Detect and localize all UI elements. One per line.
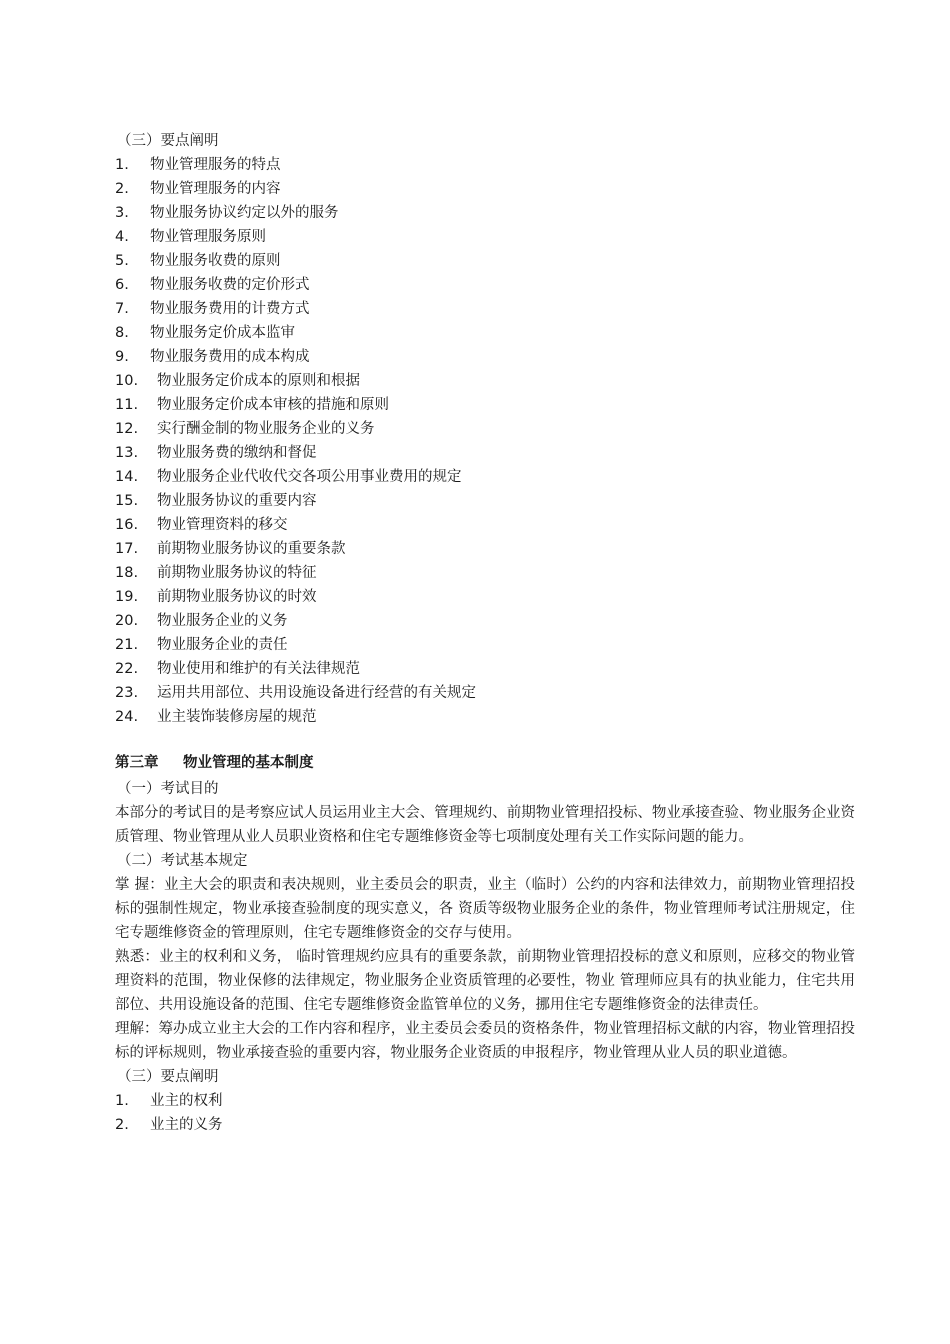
- list-item-text: 物业管理资料的移交: [157, 517, 288, 533]
- list-item: [115, 369, 855, 393]
- list-item-text: 物业服务企业代收代交各项公用事业费用的规定: [157, 469, 462, 485]
- list-item-number: 20.: [115, 613, 139, 629]
- list-item-number: 3.: [115, 205, 129, 221]
- list-item-number: 1.: [115, 157, 129, 173]
- list-item-number: 4.: [115, 229, 129, 245]
- list-item: [115, 537, 855, 561]
- chapter-number: 第三章: [115, 755, 159, 771]
- list-item-number: 23.: [115, 685, 139, 701]
- list-item-text: 业主的权利: [150, 1093, 223, 1109]
- list-item-text: 物业管理服务原则: [150, 229, 266, 245]
- exam-purpose-heading: （一）考试目的: [117, 781, 219, 797]
- list-item: [115, 489, 855, 513]
- list-item-text: 物业管理服务的内容: [150, 181, 281, 197]
- list-item-text: 前期物业服务协议的时效: [157, 589, 317, 605]
- list-item-text: 业主装饰装修房屋的规范: [157, 709, 317, 725]
- list-item-number: 13.: [115, 445, 139, 461]
- list-item-number: 15.: [115, 493, 139, 509]
- familiar-requirements: 熟悉：业主的权利和义务， 临时管理规约应具有的重要条款，前期物业管理招投标的意义和原则，应移交的物业管理资料的范围，物业保修的法律规定，物业服务企业资质管理的必要性，物业 管理师应具有的执业能力，住宅共用部位、共用设施设备的范围、住宅专题维修资金监管单位的义务，挪用住宅专题维修资金的法律责任。: [115, 949, 855, 1013]
- list-item: [115, 201, 855, 225]
- list-item: [115, 345, 855, 369]
- list-item-number: 12.: [115, 421, 139, 437]
- list-item: [115, 1089, 855, 1113]
- list-item-text: 物业服务收费的原则: [150, 253, 281, 269]
- list-item: [115, 273, 855, 297]
- list-item: [115, 225, 855, 249]
- list-item-text: 前期物业服务协议的特征: [157, 565, 317, 581]
- list-item: [115, 249, 855, 273]
- list-item: [115, 177, 855, 201]
- list-item-number: 21.: [115, 637, 139, 653]
- list-item-number: 16.: [115, 517, 139, 533]
- list-item-text: 物业服务定价成本审核的措施和原则: [157, 397, 389, 413]
- key-points-heading: （三）要点阐明: [117, 1069, 219, 1085]
- list-item-text: 物业服务定价成本监审: [150, 325, 295, 341]
- list-item: [115, 1113, 855, 1137]
- list-item: [115, 561, 855, 585]
- list-item: [115, 609, 855, 633]
- list-item-number: 2.: [115, 181, 129, 197]
- list-item: [115, 297, 855, 321]
- list-item: [115, 657, 855, 681]
- list-item: [115, 321, 855, 345]
- list-item-number: 5.: [115, 253, 129, 269]
- list-item: [115, 153, 855, 177]
- list-item-number: 8.: [115, 325, 129, 341]
- chapter-title: 物业管理的基本制度: [183, 755, 314, 771]
- list-item-text: 物业服务协议约定以外的服务: [150, 205, 339, 221]
- list-item-number: 7.: [115, 301, 129, 317]
- list-item-text: 业主的义务: [150, 1117, 223, 1133]
- key-points-list: [115, 153, 855, 729]
- list-item-text: 前期物业服务协议的重要条款: [157, 541, 346, 557]
- chapter3-key-points-list: [115, 1089, 855, 1137]
- list-item-text: 实行酬金制的物业服务企业的义务: [157, 421, 375, 437]
- list-item-text: 物业管理服务的特点: [150, 157, 281, 173]
- list-item: [115, 585, 855, 609]
- list-item-text: 物业服务费用的成本构成: [150, 349, 310, 365]
- list-item-number: 10.: [115, 373, 139, 389]
- list-item-text: 物业服务定价成本的原则和根据: [157, 373, 360, 389]
- list-item-number: 6.: [115, 277, 129, 293]
- list-item: [115, 441, 855, 465]
- list-item-number: 18.: [115, 565, 139, 581]
- list-item-number: 19.: [115, 589, 139, 605]
- understand-requirements: 理解：筹办成立业主大会的工作内容和程序，业主委员会委员的资格条件，物业管理招标文献的内容，物业管理招投标的评标规则，物业承接查验的重要内容，物业服务企业资质的申报程序，物业管理从业人员的职业道德。: [115, 1021, 855, 1061]
- list-item-text: 物业服务收费的定价形式: [150, 277, 310, 293]
- list-item-number: 22.: [115, 661, 139, 677]
- list-item-text: 物业服务企业的义务: [157, 613, 288, 629]
- list-item-number: 1.: [115, 1093, 129, 1109]
- list-item-text: 物业服务费的缴纳和督促: [157, 445, 317, 461]
- list-item-number: 11.: [115, 397, 139, 413]
- document-content: [115, 129, 855, 1137]
- list-item: [115, 513, 855, 537]
- list-item: [115, 417, 855, 441]
- list-item-number: 9.: [115, 349, 129, 365]
- list-item-number: 17.: [115, 541, 139, 557]
- list-item-number: 24.: [115, 709, 139, 725]
- list-item-number: 2.: [115, 1117, 129, 1133]
- list-item-text: 物业使用和维护的有关法律规范: [157, 661, 360, 677]
- list-item: [115, 393, 855, 417]
- section-heading: （三）要点阐明: [117, 133, 219, 149]
- list-item: [115, 681, 855, 705]
- chapter-heading: [115, 749, 855, 777]
- list-item-text: 物业服务企业的责任: [157, 637, 288, 653]
- list-item-text: 运用共用部位、共用设施设备进行经营的有关规定: [157, 685, 476, 701]
- exam-rules-heading: （二）考试基本规定: [117, 853, 248, 869]
- list-item-number: 14.: [115, 469, 139, 485]
- list-item-text: 物业服务协议的重要内容: [157, 493, 317, 509]
- exam-purpose-text: 本部分的考试目的是考察应试人员运用业主大会、管理规约、前期物业管理招投标、物业承接查验、物业服务企业资质管理、物业管理从业人员职业资格和住宅专题维修资金等七项制度处理有关工作实际问题的能力。: [115, 805, 855, 845]
- list-item: [115, 633, 855, 657]
- master-requirements: 掌 握：业主大会的职责和表决规则，业主委员会的职责，业主（临时）公约的内容和法律效力，前期物业管理招投标的强制性规定，物业承接查验制度的现实意义，各 资质等级物业服务企业的条件，物业管理师考试注册规定，住宅专题维修资金的管理原则，住宅专题维修资金的交存与使用。: [115, 877, 855, 941]
- list-item-text: 物业服务费用的计费方式: [150, 301, 310, 317]
- list-item: [115, 465, 855, 489]
- list-item: [115, 705, 855, 729]
